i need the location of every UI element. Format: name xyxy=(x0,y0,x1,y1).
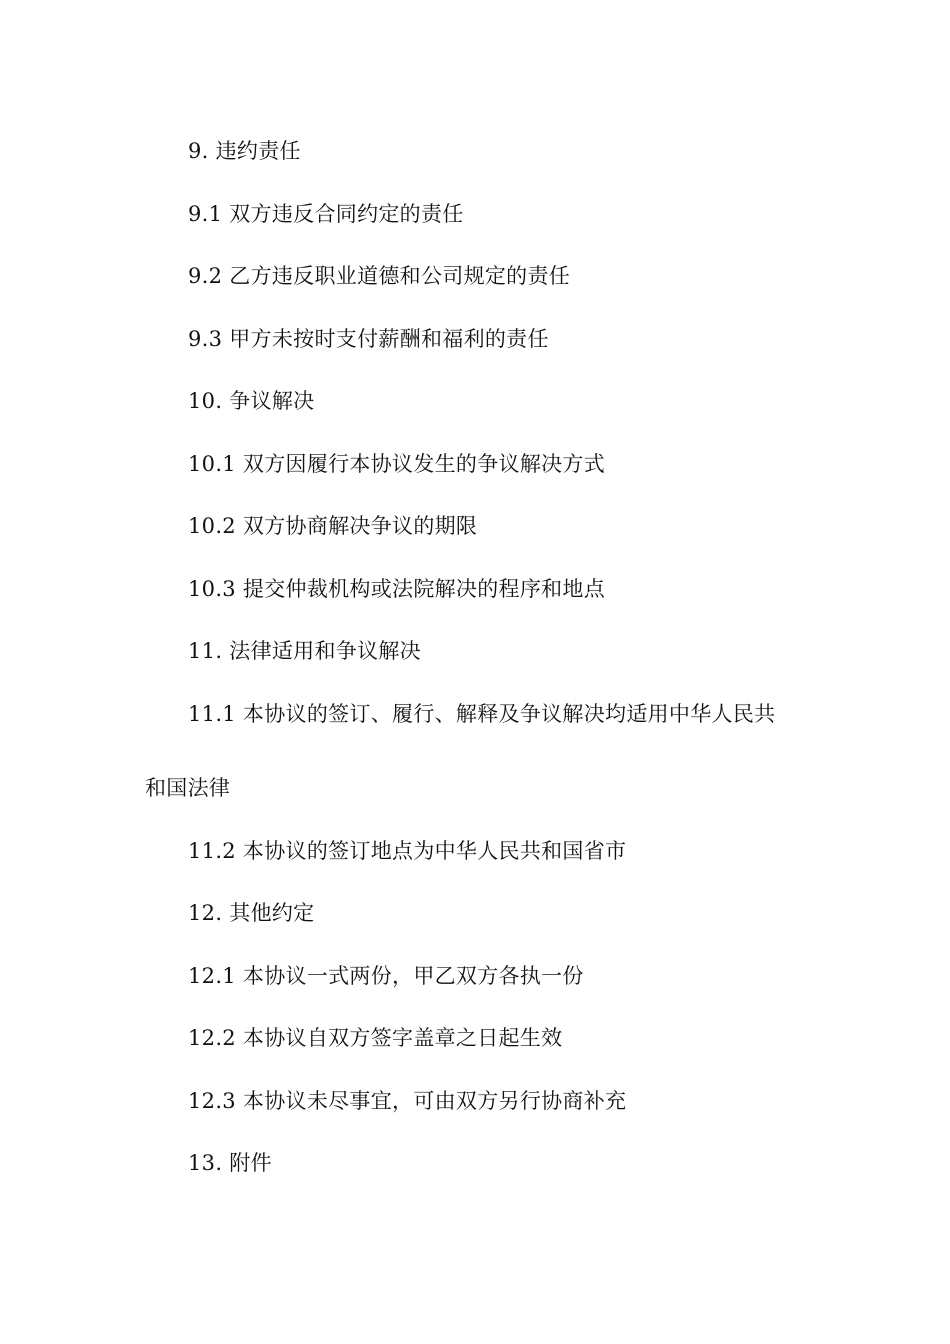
clause-11-2: 11.2 本协议的签订地点为中华人民共和国省市 xyxy=(188,839,627,863)
clause-12-3: 12.3 本协议未尽事宜，可由双方另行协商补充 xyxy=(188,1089,627,1113)
section-heading-10: 10. 争议解决 xyxy=(188,389,315,413)
clause-12-1: 12.1 本协议一式两份，甲乙双方各执一份 xyxy=(188,964,584,988)
clause-12-2: 12.2 本协议自双方签字盖章之日起生效 xyxy=(188,1026,563,1050)
clause-9-1: 9.1 双方违反合同约定的责任 xyxy=(188,202,464,226)
clause-10-2: 10.2 双方协商解决争议的期限 xyxy=(188,514,478,538)
clause-10-3: 10.3 提交仲裁机构或法院解决的程序和地点 xyxy=(188,577,606,601)
clause-9-2: 9.2 乙方违反职业道德和公司规定的责任 xyxy=(188,264,571,288)
clause-11-1-continuation: 和国法律 xyxy=(145,776,231,800)
section-heading-9: 9. 违约责任 xyxy=(188,139,301,163)
section-heading-13: 13. 附件 xyxy=(188,1151,272,1175)
clause-11-1: 11.1 本协议的签订、履行、解释及争议解决均适用中华人民共 xyxy=(188,702,776,726)
section-heading-12: 12. 其他约定 xyxy=(188,901,315,925)
clause-9-3: 9.3 甲方未按时支付薪酬和福利的责任 xyxy=(188,327,549,351)
section-heading-11: 11. 法律适用和争议解决 xyxy=(188,639,421,663)
clause-10-1: 10.1 双方因履行本协议发生的争议解决方式 xyxy=(188,452,606,476)
